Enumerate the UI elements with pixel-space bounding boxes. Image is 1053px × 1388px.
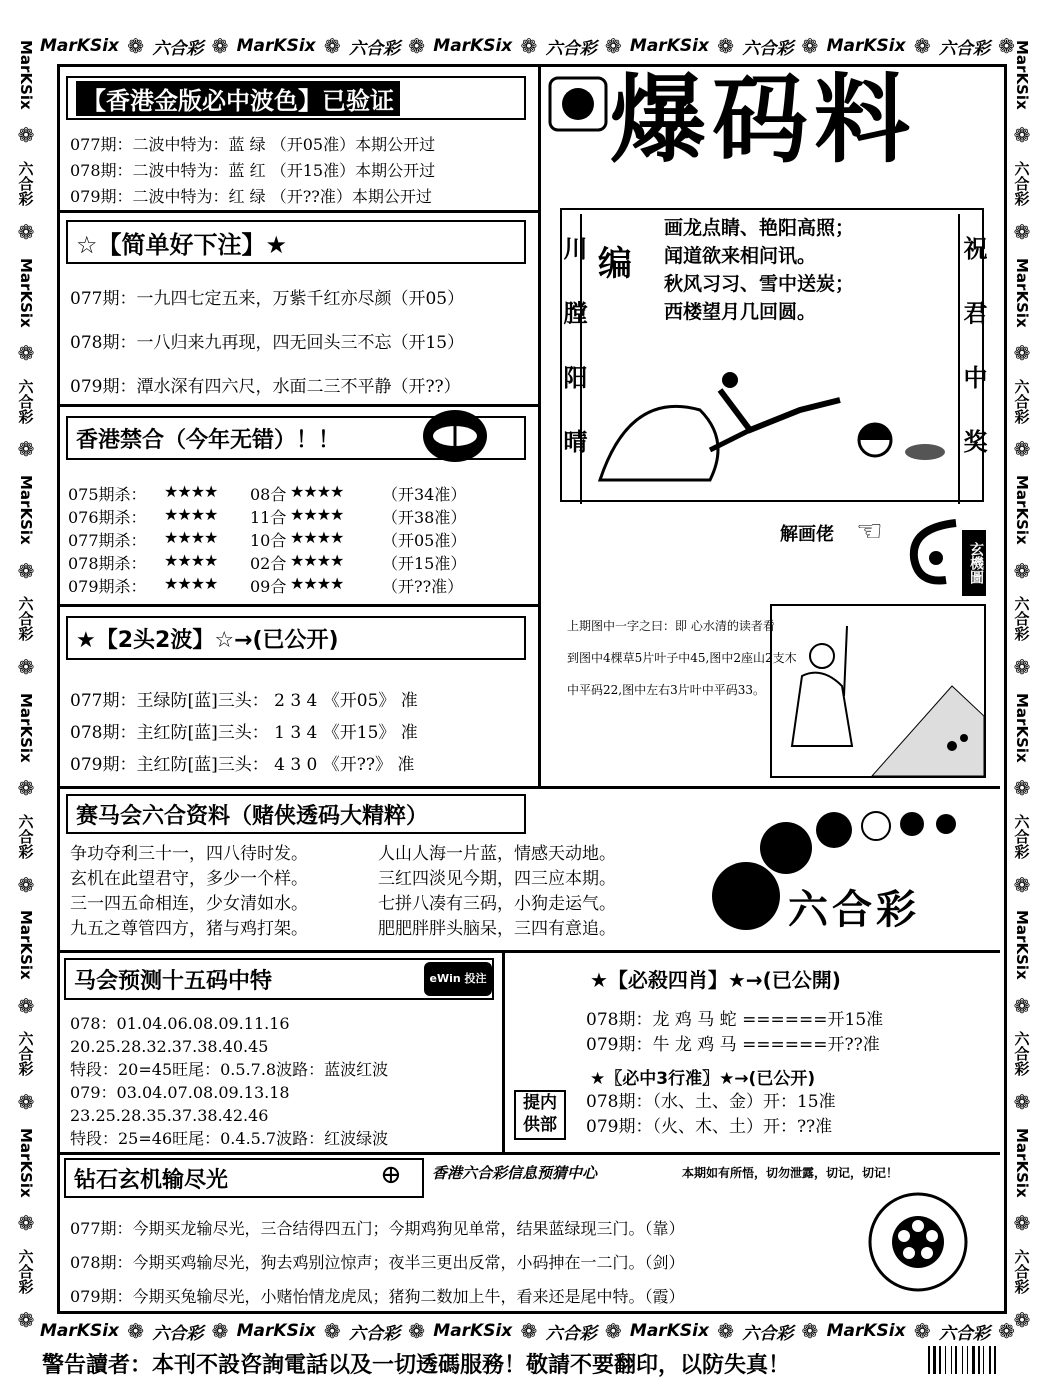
flower-icon: ❁ — [520, 1319, 538, 1343]
flower-icon: ❁ — [520, 34, 538, 58]
left-border — [12, 40, 40, 1330]
sec7-subrow: 079期：（火、木、土）开：??准 — [586, 1117, 833, 1137]
sec4-title: ★【2头2波】☆→(已公开) — [76, 627, 339, 653]
flower-icon: ❁ — [17, 993, 35, 1018]
divider — [60, 950, 1000, 953]
baoma-title: 爆码料 — [610, 64, 916, 176]
sec8-rows — [70, 1212, 685, 1314]
border-text: MarKSix — [826, 1321, 906, 1341]
sec1-row: 078期：二波中特为：蓝 红 （开15准）本期公开过 — [70, 161, 436, 180]
flower-icon: ❁ — [801, 1319, 819, 1343]
flower-icon: ❁ — [1013, 219, 1031, 244]
flower-icon: ❁ — [998, 1319, 1015, 1343]
sec8-row: 077期：今期买龙输尽光，三合结得四五门；今期鸡狗见单常，结果蓝绿现三门。（靠） — [70, 1219, 685, 1238]
border-text: 六合彩 — [742, 38, 794, 59]
border-text: 六合彩 — [545, 38, 597, 59]
kill-label: 076期杀： — [68, 508, 147, 527]
barcode-bar — [978, 1346, 980, 1374]
stars: ★★★★ — [164, 574, 218, 593]
barcode-icon — [928, 1346, 1018, 1380]
border-text: 六合彩 — [938, 38, 990, 59]
sec3-title: 香港禁合（今年无错）！！ — [76, 427, 341, 453]
divider — [60, 1152, 1000, 1155]
flower-icon: ❁ — [211, 34, 229, 58]
flower-icon: ❁ — [127, 1319, 145, 1343]
border-text: MarKSix — [17, 1127, 35, 1198]
sec6-title: 马会预测十五码中特 — [74, 968, 273, 994]
flower-icon: ❁ — [604, 1319, 622, 1343]
kill-result: （开34准） — [382, 485, 467, 504]
clue-line: 到图中4棵草5片叶子中45,图中2座山2支木 — [567, 651, 797, 665]
flower-icon: ❁ — [913, 34, 931, 58]
sec8-note: 本期如有所悟，切勿泄露，切记，切记！ — [682, 1166, 899, 1180]
border-text: MarKSix — [17, 910, 35, 981]
stars: ★★★★ — [290, 505, 344, 524]
sec6-row: 特段：20=45旺尾：0.5.7.8波路：蓝波红波 — [70, 1060, 389, 1079]
border-text: MarKSix — [17, 475, 35, 545]
flower-icon: ❁ — [1013, 655, 1031, 680]
poem-line: 画龙点睛、艳阳高照； — [664, 217, 855, 239]
pointing-hand-icon: ☜ — [856, 514, 883, 549]
stars: ★★★★ — [290, 551, 344, 570]
tinei-badge: 提内供部 — [514, 1090, 566, 1140]
sec7-rows — [586, 1008, 883, 1058]
border-text: 六合彩 — [938, 1323, 990, 1344]
sec7-subrows — [586, 1090, 836, 1140]
flower-icon: ❁ — [17, 1211, 35, 1236]
kill-result: （开??准） — [382, 577, 464, 596]
barcode-bar — [983, 1346, 984, 1374]
sec5-right-col — [378, 842, 616, 942]
divider — [60, 604, 540, 607]
column-divider — [538, 64, 541, 788]
kill-number: 09合 — [250, 577, 287, 596]
border-text: MarKSix — [17, 692, 35, 763]
flower-icon: ❁ — [1013, 341, 1031, 365]
flower-icon: ❁ — [17, 776, 35, 801]
kill-result: （开38准） — [382, 508, 467, 527]
stars: ★★★★ — [290, 528, 344, 547]
border-text: MarKSix — [236, 36, 316, 56]
flower-icon: ❁ — [17, 219, 35, 244]
border-text: MarKSix — [1013, 692, 1031, 763]
sec7-subtitle: ★〖必中3行准〗★→(已公开) — [590, 1069, 816, 1089]
footer-warning: 警告讀者：本刊不設咨詢電話以及一切透碼服務！敬請不要翻印，以防失真！ — [42, 1353, 791, 1378]
border-text: MarKSix — [236, 1321, 316, 1341]
top-border — [40, 32, 1015, 60]
center-name: 香港六合彩信息预猜中心 — [432, 1164, 598, 1182]
flower-icon: ❁ — [323, 1319, 341, 1343]
border-text: MarKSix — [1013, 910, 1031, 981]
flower-icon: ❁ — [604, 34, 622, 58]
poem-line: 闻道欲来相问讯。 — [664, 245, 817, 267]
barcode-bar — [939, 1346, 941, 1374]
ewin-logo: eWin 投注通 — [424, 962, 492, 996]
stars: ★★★★ — [290, 482, 344, 501]
flower-icon: ❁ — [127, 34, 145, 58]
border-text: 六合彩 — [16, 1249, 35, 1295]
column-divider — [502, 950, 505, 1152]
clue-text — [567, 610, 797, 706]
stars: ★★★★ — [164, 528, 218, 547]
border-text: 六合彩 — [742, 1323, 794, 1344]
flower-icon: ❁ — [17, 1090, 35, 1115]
border-text: MarKSix — [433, 36, 513, 56]
border-text: MarKSix — [433, 1321, 513, 1341]
barcode-bar — [967, 1346, 968, 1374]
flower-icon: ❁ — [17, 341, 35, 365]
poem-line: 秋风习习、雪中送炭； — [664, 273, 855, 295]
flower-icon: ❁ — [1013, 993, 1031, 1018]
sec1-row: 077期：二波中特为：蓝 绿 （开05准）本期公开过 — [70, 135, 436, 154]
border-text: 六合彩 — [1012, 596, 1031, 642]
barcode-bar — [962, 1346, 963, 1374]
scroll-left-text: 川 膛 阳 晴 — [559, 236, 587, 470]
border-text: 六合彩 — [1012, 1249, 1031, 1295]
stars: ★★★★ — [164, 505, 218, 524]
kill-number: 10合 — [250, 531, 287, 550]
sec8-row: 078期：今期买鸡输尽光，狗去鸡别泣惊声；夜半三更出反常，小码抻在一二门。（剑） — [70, 1253, 685, 1272]
flower-icon: ❁ — [1013, 1090, 1031, 1115]
border-text: 六合彩 — [16, 813, 35, 859]
kill-number: 11合 — [250, 508, 287, 527]
flower-icon: ❁ — [323, 34, 341, 58]
barcode-bar — [955, 1346, 957, 1374]
sage-picture — [770, 604, 986, 778]
sec1-row: 079期：二波中特为：红 绿 （开??准）本期公开过 — [70, 187, 432, 206]
border-text: 六合彩 — [348, 1323, 400, 1344]
flower-icon: ❁ — [1013, 123, 1031, 148]
stars: ★★★★ — [164, 482, 218, 501]
flower-icon: ❁ — [17, 123, 35, 148]
kill-result: （开05准） — [382, 531, 467, 550]
ear-emblem-icon — [906, 518, 966, 588]
sec1-title: 【香港金版必中波色】已验证 — [76, 81, 400, 116]
flower-icon: ❁ — [717, 34, 734, 58]
sec4-title-box — [66, 616, 526, 660]
border-text: MarKSix — [1013, 475, 1031, 545]
barcode-bar — [933, 1346, 936, 1374]
border-text: 六合彩 — [16, 161, 35, 207]
border-text: 六合彩 — [1012, 161, 1031, 207]
fish-emblem-icon — [420, 408, 490, 464]
sec2-row: 079期：潭水深有四六尺，水面二三不平静（开??） — [70, 377, 461, 397]
flower-icon: ❁ — [1013, 872, 1031, 897]
border-text: 六合彩 — [545, 1323, 597, 1344]
sec5-left-line: 九五之尊管四方，猪与鸡打架。 — [70, 919, 308, 939]
sec6-rows — [70, 1012, 388, 1150]
sec7-row: 078期：龙 鸡 马 蛇 ======开15准 — [586, 1010, 884, 1030]
clue-line: 上期图中一字之曰：即 心水清的读者看 — [567, 619, 775, 633]
border-text: MarKSix — [17, 40, 35, 110]
sec6-row: 078：01.04.06.08.09.11.16 — [70, 1014, 290, 1033]
flower-icon: ❁ — [913, 1319, 931, 1343]
kettle-icon: ⊕ — [380, 1160, 402, 1190]
flower-icon: ❁ — [1013, 1307, 1031, 1332]
flower-icon: ❁ — [17, 872, 35, 897]
border-text: MarKSix — [1013, 40, 1031, 110]
divider — [60, 786, 1000, 789]
sec8-title-box — [64, 1158, 424, 1198]
flower-icon: ❁ — [211, 1319, 229, 1343]
flower-icon: ❁ — [801, 34, 819, 58]
border-text: 六合彩 — [1012, 813, 1031, 859]
hk-bauhinia-seal-icon — [866, 1190, 970, 1294]
barcode-bar — [989, 1346, 991, 1374]
sec7-row: 079期：牛 龙 鸡 马 ======开??准 — [586, 1035, 880, 1055]
stars: ★★★★ — [290, 574, 344, 593]
kill-number: 02合 — [250, 554, 287, 573]
border-text: MarKSix — [40, 1321, 119, 1341]
flower-icon: ❁ — [1013, 1211, 1031, 1236]
kill-number: 08合 — [250, 485, 287, 504]
flower-icon: ❁ — [998, 34, 1015, 58]
sec5-title: 赛马会六合资料（赌侠透码大精粹） — [76, 803, 429, 829]
right-border — [1008, 40, 1036, 1330]
lottery-logo-text: 六合彩 — [788, 887, 920, 933]
sec6-row: 079：03.04.07.08.09.13.18 — [70, 1083, 290, 1102]
sec6-row: 23.25.28.35.37.38.42.46 — [70, 1106, 269, 1125]
border-text: 六合彩 — [1012, 1031, 1031, 1077]
barcode-bar — [945, 1346, 946, 1374]
xuanji-badge: 玄機圖 — [962, 530, 986, 596]
kill-label: 075期杀： — [68, 485, 147, 504]
divider — [60, 404, 540, 407]
kill-label: 079期杀： — [68, 577, 147, 596]
border-text: MarKSix — [1013, 257, 1031, 328]
sec2-title-box — [66, 220, 526, 264]
flower-icon: ❁ — [1013, 437, 1031, 462]
kill-label: 077期杀： — [68, 531, 147, 550]
flower-icon: ❁ — [1013, 776, 1031, 801]
flower-icon: ❁ — [408, 34, 425, 58]
flower-icon: ❁ — [1013, 558, 1031, 583]
sec5-left-line: 争功夺利三十一，四八待时发。 — [70, 844, 308, 864]
barcode-bar — [928, 1346, 930, 1374]
bottom-border — [40, 1317, 1015, 1345]
kicking-man-illustration — [590, 370, 950, 490]
barcode-bar — [951, 1346, 952, 1374]
border-text: MarKSix — [1013, 1127, 1031, 1198]
sec5-left-col — [70, 842, 308, 942]
jiehua-label: 解画佬 — [780, 524, 834, 545]
border-text: 六合彩 — [16, 596, 35, 642]
dragon-stamp-icon — [548, 76, 608, 132]
flower-icon: ❁ — [408, 1319, 425, 1343]
sec5-left-line: 玄机在此望君守，多少一个样。 — [70, 869, 308, 889]
sec5-left-line: 三一四五命相连，少女清如水。 — [70, 894, 308, 914]
border-text: MarKSix — [629, 1321, 709, 1341]
barcode-bar — [994, 1346, 996, 1374]
sec5-title-box — [66, 794, 526, 834]
sec6-row: 20.25.28.32.37.38.40.45 — [70, 1037, 269, 1056]
border-text: MarKSix — [629, 36, 709, 56]
sec4-row: 078期：主红防[蓝]三头： 1 3 4 《开15》 准 — [70, 723, 418, 743]
sage-illustration — [772, 606, 984, 776]
border-text: MarKSix — [17, 257, 35, 328]
edit-label: 编 — [598, 244, 632, 284]
poem-line: 西楼望月几回圆。 — [664, 301, 817, 323]
sec1-title-box — [66, 76, 526, 120]
sec8-row: 079期：今期买兔输尽光，小赌怡情龙虎凤；猪狗二数加上牛，看来还是尾中特。（霞） — [70, 1287, 685, 1306]
scroll-right-text: 祝 君 中 奖 — [959, 236, 987, 470]
border-text: 六合彩 — [348, 38, 400, 59]
sec6-row: 特段：25=46旺尾：0.4.5.7波路：红波绿波 — [70, 1129, 389, 1148]
flower-icon: ❁ — [17, 1307, 35, 1332]
sec2-row: 077期：一九四七定五来，万紫千红亦尽颜（开05） — [70, 289, 465, 309]
sec5-right-line: 肥肥胖胖头脑呆，三四有意追。 — [378, 919, 616, 939]
poem — [664, 214, 854, 326]
sec7-title: ★【必殺四肖】★→(已公開) — [590, 968, 841, 992]
border-text: MarKSix — [40, 36, 119, 56]
sec5-right-line: 三红四淡见今期，四三应本期。 — [378, 869, 616, 889]
border-text: 六合彩 — [16, 1031, 35, 1077]
sec7-subrow: 078期：（水、土、金）开：15准 — [586, 1092, 836, 1112]
sec4-row: 079期：主红防[蓝]三头： 4 3 0 《开??》 准 — [70, 755, 415, 775]
border-text: 六合彩 — [152, 1323, 204, 1344]
kill-result: （开15准） — [382, 554, 467, 573]
divider — [60, 210, 540, 213]
border-text: 六合彩 — [152, 38, 204, 59]
flower-icon: ❁ — [17, 558, 35, 583]
clue-line: 中平码22,图中左右3片叶中平码33。 — [567, 683, 765, 697]
flower-icon: ❁ — [17, 655, 35, 680]
flower-icon: ❁ — [17, 437, 35, 462]
kill-label: 078期杀： — [68, 554, 147, 573]
sec2-title: ☆【简单好下注】★ — [76, 230, 288, 259]
stars: ★★★★ — [164, 551, 218, 570]
border-text: 六合彩 — [1012, 378, 1031, 424]
sec5-right-line: 七拼八凑有三码，小狗走运气。 — [378, 894, 616, 914]
sec4-row: 077期：王绿防[蓝]三头： 2 3 4 《开05》 准 — [70, 691, 418, 711]
border-text: 六合彩 — [16, 378, 35, 424]
sec8-title: 钻石玄机输尽光 — [74, 1167, 229, 1193]
flower-icon: ❁ — [717, 1319, 734, 1343]
sec5-right-line: 人山人海一片蓝，情感天动地。 — [378, 844, 616, 864]
border-text: MarKSix — [826, 36, 906, 56]
sec2-row: 078期：一八归来九再现，四无回头三不忘（开15） — [70, 333, 465, 353]
barcode-bar — [972, 1346, 975, 1374]
